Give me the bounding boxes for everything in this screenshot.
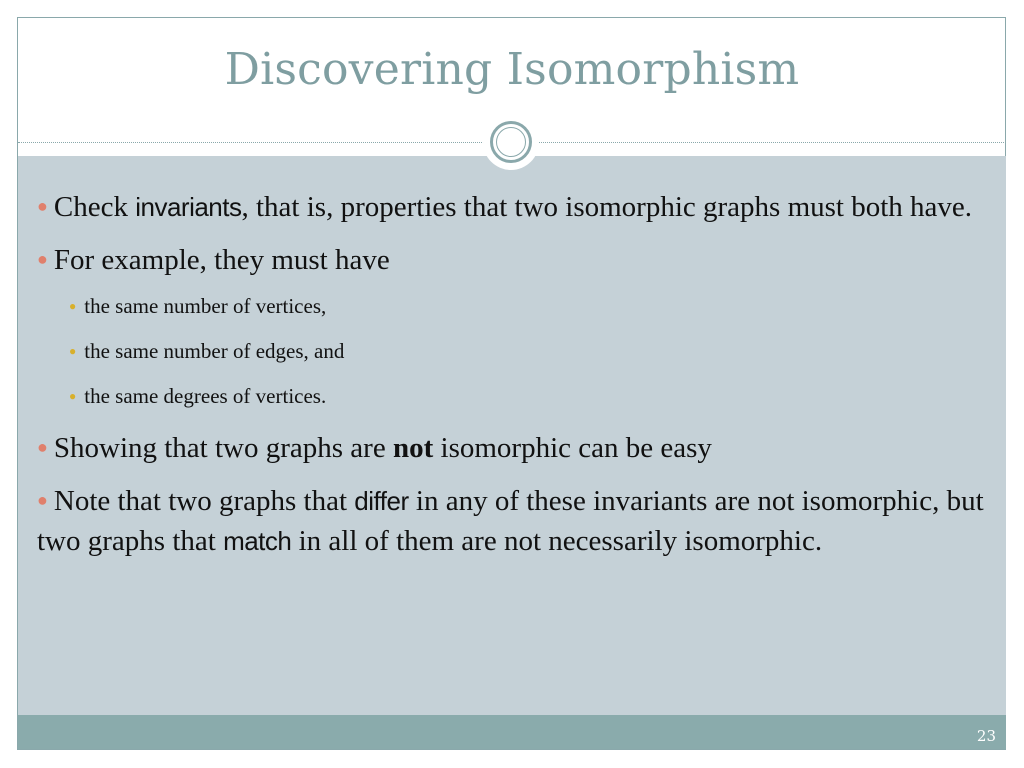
slide-title: Discovering Isomorphism (224, 44, 800, 95)
bullet-invariants: ● Check invariants, that is, properties that two isomorphic graphs must both have. (37, 186, 997, 227)
sub-bullet-dot-icon: ● (69, 389, 77, 403)
bullet-note: ● Note that two graphs that differ in any of these invariants are not isomorphic, but two graphs that match in all of them are not necessarily isomorphic. (37, 480, 997, 561)
sub-bullet-dot-icon: ● (69, 344, 77, 358)
sub-bullet-vertices: ● the same number of vertices, (69, 294, 327, 318)
keyword-not: not (392, 432, 434, 464)
page-number: 23 (976, 727, 996, 745)
sub-bullet-edges: ● the same number of edges, and (69, 339, 345, 363)
slide-body (37, 186, 997, 573)
circle-ornament-icon (483, 114, 539, 170)
bullet-dot-icon: ● (37, 196, 48, 216)
bullet-for-example: ● For example, they must have (37, 239, 997, 280)
bullet-dot-icon: ● (37, 437, 48, 457)
bullet-not-isomorphic: ● Showing that two graphs are not isomorphic can be easy (37, 427, 997, 468)
bullet-dot-icon: ● (37, 249, 48, 269)
keyword-match: match (223, 526, 292, 556)
keyword-differ: differ (354, 486, 409, 516)
keyword-invariants: invariants (135, 192, 242, 222)
sub-bullet-dot-icon: ● (69, 299, 77, 313)
footer-bar (18, 715, 1006, 749)
bullet-dot-icon: ● (37, 490, 48, 510)
sub-bullet-degrees: ● the same degrees of vertices. (69, 384, 327, 408)
